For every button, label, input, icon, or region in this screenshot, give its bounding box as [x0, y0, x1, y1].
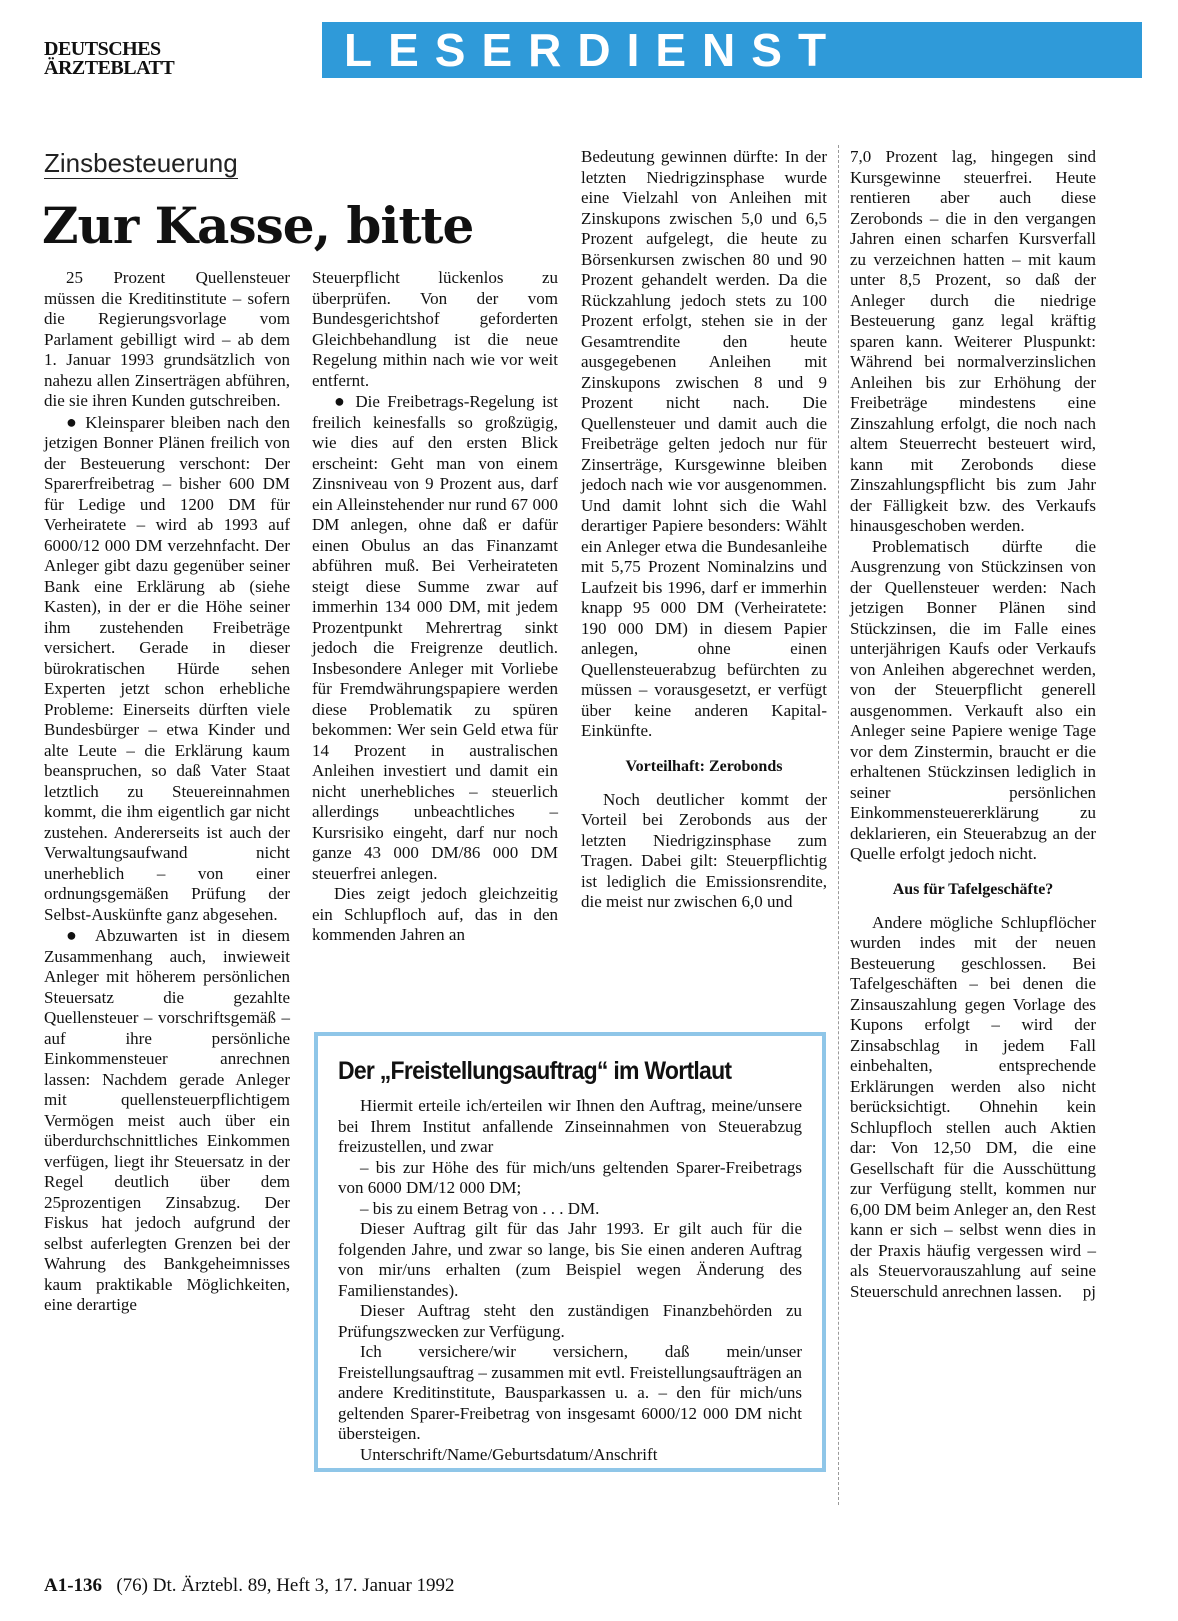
box-paragraph: Dieser Auftrag steht den zuständigen Finanzbehörden zu Prüfungszwecken zur Verfügung. [338, 1301, 802, 1341]
text-column-2 [312, 268, 558, 946]
text-column-3 [581, 147, 827, 913]
paragraph: 7,0 Prozent lag, hingegen sind Kursgewinne steuerfrei. Heute rentieren aber auch diese Zerobonds – die in den vergangen Jahren einen scharfen Kursverfall zu verzeichnen hatten – mit kaum unter 8,5 Prozent, so daß der Anleger durch die niedrige Besteuerung ganz legal kräftig sparen kann. Weiterer Pluspunkt: Während bei normalverzinslichen Anleihen bis zur Erhöhung der Freibeträge mindestens eine Zinszahlung erfolgt, die noch nach altem Steuerrecht besteuert wird, kann mit Zerobonds diese Zinszahlungspflicht bis zum Jahr der Fälligkeit bzw. des Verkaufs hinausgeschoben werden. [850, 147, 1096, 535]
paragraph: Noch deutlicher kommt der Vorteil bei Zerobonds aus der letzten Niedrigzinsphase zum Tragen. Dabei gilt: Steuerpflichtig ist lediglich die Emissionsrendite, die meist nur zwischen 6,0 und [581, 789, 827, 911]
box-paragraph: Dieser Auftrag gilt für das Jahr 1993. Er gilt auch für die folgenden Jahre, und zwar so lange, bis Sie einen anderen Auftrag von mir/uns erhalten (zum Beispiel wegen Änderung des Familienstandes). [338, 1219, 802, 1300]
page-footer [44, 1575, 455, 1597]
logo-line-1: DEUTSCHES [44, 38, 161, 60]
paragraph [44, 925, 290, 1316]
paragraph-text: Kleinsparer bleiben nach den jetzigen Bonner Plänen freilich von der Besteuerung verschont: Der Sparerfreibetrag – bisher 600 DM für Ledige und 1200 DM für Verheiratete – wird ab 1993 auf 6000/12 000 DM verzehnfacht. Der Anleger gibt dazu gegenüber seiner Bank eine Erklärung ab (siehe Kasten), in der er die Höhe seiner ihm zustehenden Freibeträge versichert. Gerade in dieser bürokratischen Hürde sehen Experten jetzt schon erhebliche Probleme: Einerseits dürften viele Bundesbürger – etwa Kinder und alte Leute – die Erklärung kaum beanspruchen, so daß Vater Staat letztlich zu Steuereinnahmen kommt, die ihm eigentlich gar nicht zustehen. Andererseits ist auch der Verwaltungsaufwand nicht unerheblich – von einer ordnungsgemäßen Prüfung der Selbst-Auskünfte ganz abgesehen. [44, 412, 290, 924]
issue-citation: (76) Dt. Ärztebl. 89, Heft 3, 17. Januar 1992 [116, 1575, 455, 1596]
paragraph [312, 391, 558, 884]
paragraph [44, 412, 290, 926]
box-paragraph: Hiermit erteile ich/erteilen wir Ihnen den Auftrag, meine/unsere bei Ihrem Institut anfallende Zinseinnahmen von Steuerabzug freizustellen, und zwar [338, 1096, 802, 1156]
bullet-icon: ● [66, 411, 79, 432]
box-paragraph: Ich versichere/wir versichern, daß mein/unser Freistellungsauftrag – zusammen mit evtl. Freistellungsaufträgen an andere Kreditinstitute, Bausparkassen u. a. – den für mich/uns geltenden Sparer-Freibetrag von insgesamt 6000/12 000 DM nicht übersteigen. [338, 1342, 802, 1443]
paragraph: Problematisch dürfte die Ausgrenzung von Stückzinsen von der Quellensteuer werden: Nach jetzigen Bonner Plänen sind Stückzinsen, die im Falle eines unterjährigen Kaufs oder Verkaufs von Anleihen abgerechnet werden, von der Steuerpflicht generell ausgenommen. Verkauft also ein Anleger seine Papiere wenige Tage vor dem Zinstermin, braucht er die erhaltenen Stückzinsen lediglich in seiner persönlichen Einkommensteuererklärung zu deklarieren, ein Steuerabzug an der Quelle erfolgt jedoch nicht. [850, 536, 1096, 863]
info-box [314, 1032, 826, 1472]
column-divider [838, 145, 839, 1505]
text-column-4 [850, 147, 1096, 1303]
author-initials: pj [1082, 1282, 1096, 1301]
article-kicker: Zinsbesteuerung [44, 148, 238, 178]
paragraph: Andere mögliche Schlupflöcher wurden indes mit der neuen Besteuerung geschlossen. Bei Tafelgeschäften – bei denen die Zinsauszahlung gegen Vorlage des Kupons erfolgt – wird der Zinsabschlag in jedem Fall einbehalten, entsprechende Erklärungen werden also nicht berücksichtigt. Ohnehin kein Schlupfloch stellen auch Aktien dar: Von 12,50 DM, die eine Gesellschaft für die Ausschüttung zur Verfügung stellt, kommen nur 6,00 DM beim Anleger an, den Rest kann er sich – selbst wenn dies in der Praxis häufig vergessen wird – als Steuervorauszahlung auf seine Steuerschuld anrechnen lassen. [850, 912, 1096, 1301]
logo-line-2: ÄRZTEBLATT [44, 57, 175, 79]
text-column-1 [44, 268, 290, 1316]
section-banner: LESERDIENST [322, 22, 1142, 78]
bullet-icon: ● [66, 925, 85, 945]
box-list-item: – bis zur Höhe des für mich/uns geltenden Sparer-Freibetrags von 6000 DM/12 000 DM; [338, 1157, 802, 1197]
publication-logo [44, 40, 224, 78]
box-signature-line: Unterschrift/Name/Geburtsdatum/Anschrift [360, 1444, 658, 1464]
subheading-tafelgeschaefte: Aus für Tafelgeschäfte? [892, 880, 1054, 898]
box-list-item: – bis zu einem Betrag von . . . DM. [360, 1198, 600, 1218]
paragraph-text: Die Freibetrags-Regelung ist freilich keinesfalls so großzügig, wie dies auf den ersten Blick erscheint: Geht man von einem Zinsniveau von 9 Prozent aus, darf ein Alleinstehender nur rund 67 000 DM anlegen, ohne daß er dafür einen Obulus an das Finanzamt abführen muß. Bei Verheirateten steigt diese Summe zwar auf immerhin 134 000 DM, mit jedem Prozentpunkt Mehrertrag sinkt jedoch die Freigrenze deutlich. Insbesondere Anleger mit Vorliebe für Fremdwährungspapiere werden diese Problematik zu spüren bekommen: Wer sein Geld etwa für 14 Prozent in australischen Anleihen investiert und damit ein nicht unerhebliches – steuerlich allerdings unbeachtliches – Kursrisiko eingeht, darf nur noch ganze 43 000 DM/86 000 DM steuerfrei anlegen. [312, 392, 559, 883]
paragraph: Steuerpflicht lückenlos zu überprüfen. Von der vom Bundesgerichtshof geforderten Gleichbehandlung ist die neue Regelung mithin nach wie vor weit entfernt. [312, 268, 558, 390]
paragraph-text: Abzuwarten ist in diesem Zusammenhang auch, inwieweit Anleger mit höherem persönlichen Steuersatz die gezahlte Quellensteuer – vorschriftsgemäß – auf ihre persönliche Einkommensteuer anrechnen lassen: Nachdem gerade Anleger mit quellensteuerpflichtigem Vermögen meist auch über ein überdurchschnittliches Einkommen verfügen, liegt ihr Steuersatz in der Regel deutlich über dem 25prozentigen Zinsabzug. Der Fiskus hat jedoch aufgrund der selbst auferlegten Grenzen bei der Wahrung des Bankgeheimnisses kaum praktikable Möglichkeiten, eine derartige [44, 926, 291, 1314]
paragraph: 25 Prozent Quellensteuer müssen die Kreditinstitute – sofern die Regierungsvorlage vom Parlament gebilligt wird – ab dem 1. Januar 1993 grundsätzlich von nahezu allen Zinserträgen abführen, die sie ihren Kunden gutschreiben. [44, 268, 290, 410]
page-number: A1-136 [44, 1575, 103, 1596]
subheading-zerobonds: Vorteilhaft: Zerobonds [625, 757, 783, 775]
bullet-icon: ● [334, 391, 348, 411]
paragraph: Bedeutung gewinnen dürfte: In der letzten Niedrigzinsphase wurde eine Vielzahl von Anleihen mit Zinskupons zwischen 5,0 und 6,5 Prozent aufgelegt, die heute zu Börsenkursen zwischen 80 und 90 Prozent gehandelt werden. Da die Rückzahlung jedoch stets zu 100 Prozent erfolgt, stehen sie in der Gesamtrendite den heute ausgegebenen Anleihen mit Zinskupons zwischen 8 und 9 Prozent nicht nach. Die Quellensteuer und damit auch die Freibeträge gelten jedoch nur für Zinserträge, Kursgewinne bleiben jedoch nach wie vor ausgenommen. Und damit lohnt sich die Wahl derartiger Papiere besonders: Wählt ein Anleger etwa die Bundesanleihe mit 5,75 Prozent Nominalzins und Laufzeit bis 1996, darf er immerhin knapp 95 000 DM (Verheiratete: 190 000 DM) in diesem Papier anlegen, ohne einen Quellensteuerabzug befürchten zu müssen – vorausgesetzt, er verfügt über keine anderen Kapital-Einkünfte. [581, 147, 827, 740]
paragraph: Dies zeigt jedoch gleichzeitig ein Schlupfloch auf, das in den kommenden Jahren an [312, 884, 558, 944]
info-box-title: Der „Freistellungsauftrag“ im Wortlaut [338, 1057, 732, 1085]
article-headline: Zur Kasse, bitte [42, 196, 474, 255]
